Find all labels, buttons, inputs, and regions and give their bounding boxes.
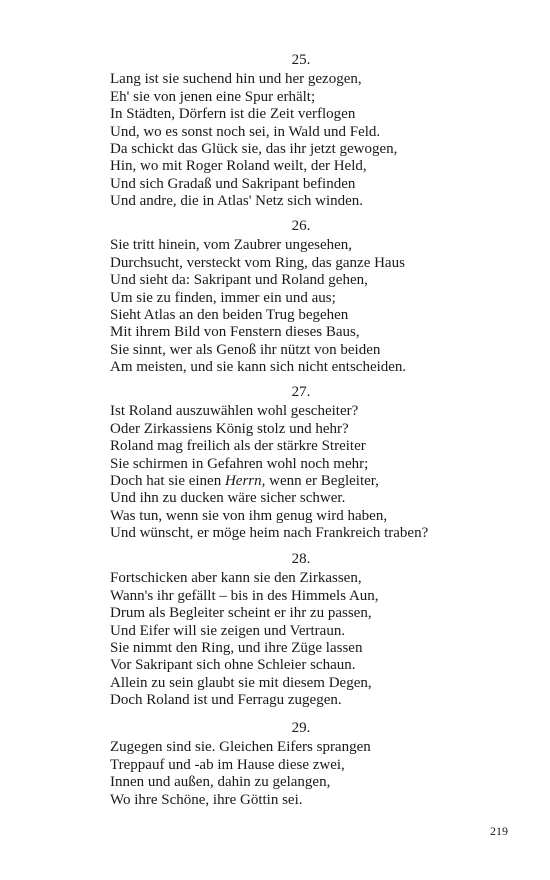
- verse-line: Und wünscht, er möge heim nach Frankreich traben?: [110, 525, 429, 542]
- verse-line: Lang ist sie suchend hin und her gezogen,: [110, 71, 362, 88]
- verse-line: In Städten, Dörfern ist die Zeit verflogen: [110, 106, 356, 123]
- stanza-28: [110, 551, 510, 710]
- verse-line: Ist Roland auszuwählen wohl gescheiter?: [110, 403, 359, 420]
- verse-line: Treppauf und -ab im Hause diese zwei,: [110, 756, 345, 773]
- italic-word: Herrn: [224, 472, 262, 489]
- verse-line: Und andre, die in Atlas' Netz sich winden.: [110, 193, 364, 210]
- verse-line: Innen und außen, dahin zu gelangen,: [110, 774, 331, 791]
- verse-line: Und, wo es sonst noch sei, in Wald und Feld.: [110, 123, 381, 140]
- verse-line: Da schickt das Glück sie, das ihr jetzt gewogen,: [110, 140, 398, 157]
- verse-line: Fortschicken aber kann sie den Zirkassen,: [110, 570, 362, 587]
- verse-line: Was tun, wenn sie von ihm genug wird haben,: [110, 507, 388, 524]
- verse-line: Sie tritt hinein, vom Zaubrer ungesehen,: [110, 237, 353, 254]
- verse-line: Durchsucht, versteckt vom Ring, das ganze Haus: [110, 254, 405, 271]
- verse-line: Zugegen sind sie. Gleichen Eifers sprangen: [110, 739, 371, 756]
- stanza-26: [110, 218, 510, 377]
- verse-line: Wann's ihr gefällt – bis in des Himmels Aun,: [110, 587, 379, 604]
- verse-line: Eh' sie von jenen eine Spur erhält;: [110, 88, 316, 105]
- verse-line: Mit ihrem Bild von Fenstern dieses Baus,: [110, 324, 360, 341]
- verse-line: Drum als Begleiter scheint er ihr zu passen,: [110, 605, 372, 622]
- verse-line: Doch Roland ist und Ferragu zugegen.: [110, 692, 342, 709]
- verse-line: Wo ihre Schöne, ihre Göttin sei.: [110, 791, 303, 808]
- stanza-number: 27.: [291, 384, 311, 400]
- verse-text: , wenn er Begleiter,: [261, 472, 379, 489]
- verse-line: Um sie zu finden, immer ein und aus;: [110, 289, 336, 306]
- verse-line: Hin, wo mit Roger Roland weilt, der Held,: [110, 158, 367, 175]
- stanza-27: [110, 384, 510, 543]
- stanza-number: 25.: [291, 52, 311, 68]
- verse-line: Und sieht da: Sakripant und Roland gehen,: [110, 272, 368, 289]
- verse-line: Und ihn zu ducken wäre sicher schwer.: [110, 490, 346, 507]
- verse-text: Doch hat sie einen: [110, 472, 225, 489]
- verse-line: Sie nimmt den Ring, und ihre Züge lassen: [110, 639, 363, 656]
- verse-line: Oder Zirkassiens König stolz und hehr?: [110, 420, 349, 437]
- verse-line: Sie sinnt, wer als Genoß ihr nützt von beiden: [110, 341, 381, 358]
- stanza-number: 28.: [291, 551, 311, 567]
- stanza-25: [110, 52, 510, 211]
- verse-line: Allein zu sein glaubt sie mit diesem Degen,: [110, 674, 372, 691]
- verse-line: Sie schirmen in Gefahren wohl noch mehr;: [110, 455, 369, 472]
- verse-line: Am meisten, und sie kann sich nicht entscheiden.: [110, 359, 407, 376]
- verse-line: Und Eifer will sie zeigen und Vertraun.: [110, 622, 346, 639]
- verse-line: Vor Sakripant sich ohne Schleier schaun.: [110, 657, 356, 674]
- verse-line: Und sich Gradaß und Sakripant befinden: [110, 175, 356, 192]
- stanza-29: [110, 720, 510, 809]
- stanza-number: 29.: [291, 720, 311, 736]
- verse-line-with-italic: [110, 473, 510, 490]
- verse-line: Sieht Atlas an den beiden Trug begehen: [110, 306, 349, 323]
- page-number: 219: [490, 824, 508, 838]
- stanza-number: 26.: [291, 218, 311, 234]
- verse-line: Roland mag freilich als der stärkre Streiter: [110, 438, 366, 455]
